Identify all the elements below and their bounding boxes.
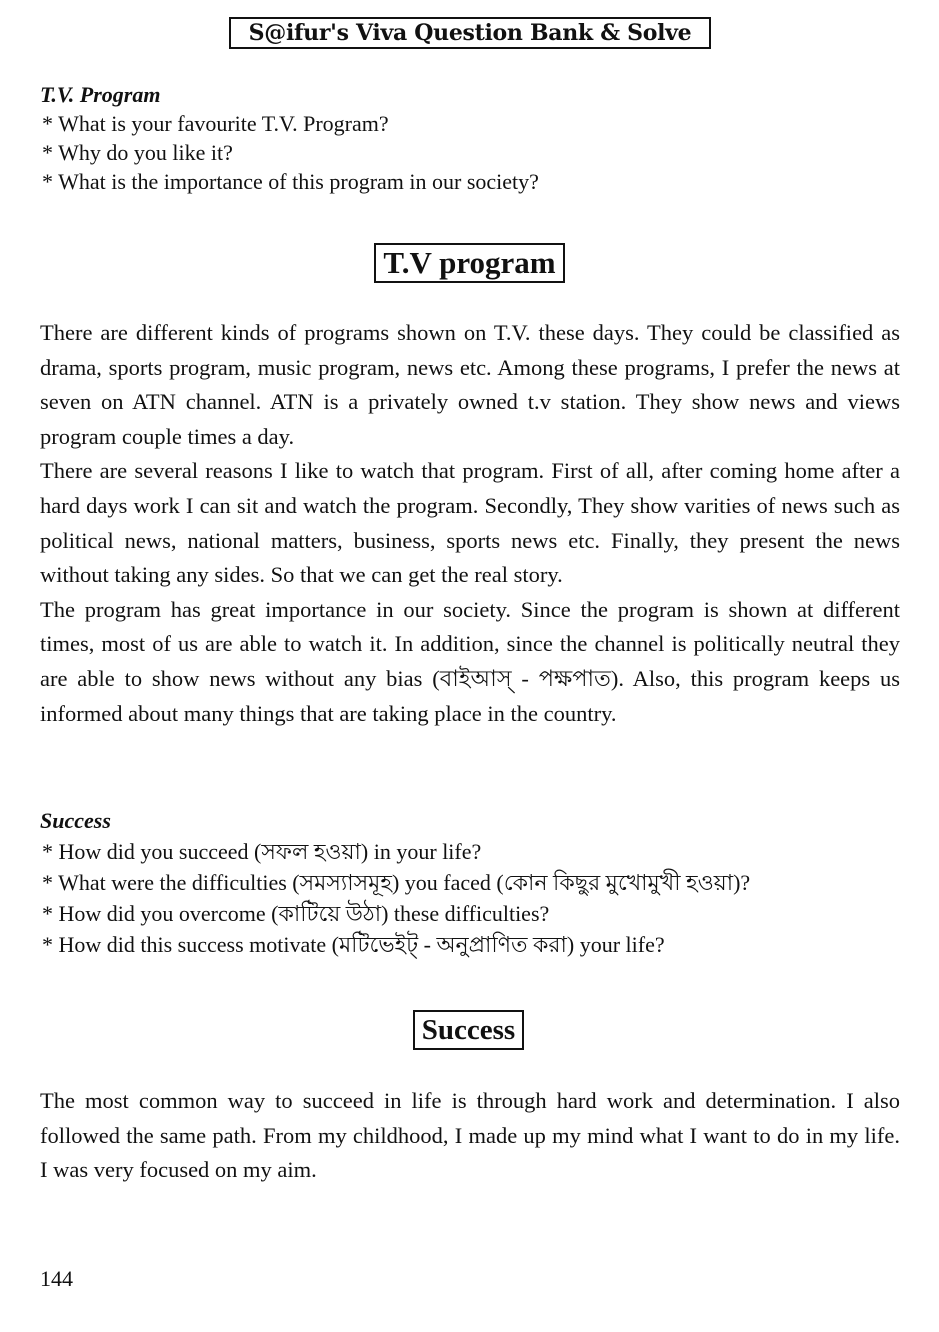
success-paragraph: The most common way to succeed in life is through hard work and determination. I also followed the same path. From my childhood, I made up my mind what I want to do in my life. I was very focused on my aim.: [40, 1088, 900, 1183]
tv-questions-title: T.V. Program: [40, 82, 161, 107]
tv-section-heading: T.V program: [374, 243, 565, 283]
success-question-item: * What were the difficulties (সমস্যাসমূহ) you faced (কোন কিছুর মুখোমুখী হওয়া)?: [42, 870, 751, 895]
success-questions: [40, 805, 750, 960]
success-question-item: * How did you succeed (সফল হওয়া) in your life?: [42, 839, 482, 864]
tv-question-item: * Why do you like it?: [42, 140, 233, 165]
tv-paragraph: There are different kinds of programs shown on T.V. these days. They could be classified as drama, sports program, music program, news etc. Among these programs, I prefer the news at seven on ATN channel. ATN is a privately owned t.v station. They show news and views program couple times a day.: [40, 320, 900, 449]
page-header-title: S@ifur's Viva Question Bank & Solve: [229, 17, 711, 49]
tv-paragraph: There are several reasons I like to watch that program. First of all, after coming home after a hard days work I can sit and watch the program. Secondly, They show varities of news such as political news, national matters, business, sports news etc. Finally, they present the news without taking any sides. So that we can get the real story.: [40, 458, 900, 588]
success-section-heading: Success: [413, 1010, 524, 1050]
success-questions-title: Success: [40, 808, 111, 833]
success-question-item: * How did you overcome (কাটিয়ে উঠা) these difficulties?: [42, 901, 550, 926]
tv-section-body: [40, 316, 900, 731]
tv-questions: [40, 80, 539, 196]
tv-question-item: * What is your favourite T.V. Program?: [42, 111, 389, 136]
tv-paragraph: The program has great importance in our society. Since the program is shown at different times, most of us are able to watch it. In addition, since the channel is politically neutral they are able to show news without any bias (বাইআস্ - পক্ষপাত). Also, this program keeps us informed about many things that are taking place in the country.: [40, 596, 900, 726]
page-number: 144: [40, 1266, 73, 1291]
success-section-body: [40, 1084, 900, 1188]
success-question-item: * How did this success motivate (মটিভেইট্ - অনুপ্রাণিত করা) your life?: [42, 932, 665, 957]
tv-question-item: * What is the importance of this program in our society?: [42, 169, 539, 194]
